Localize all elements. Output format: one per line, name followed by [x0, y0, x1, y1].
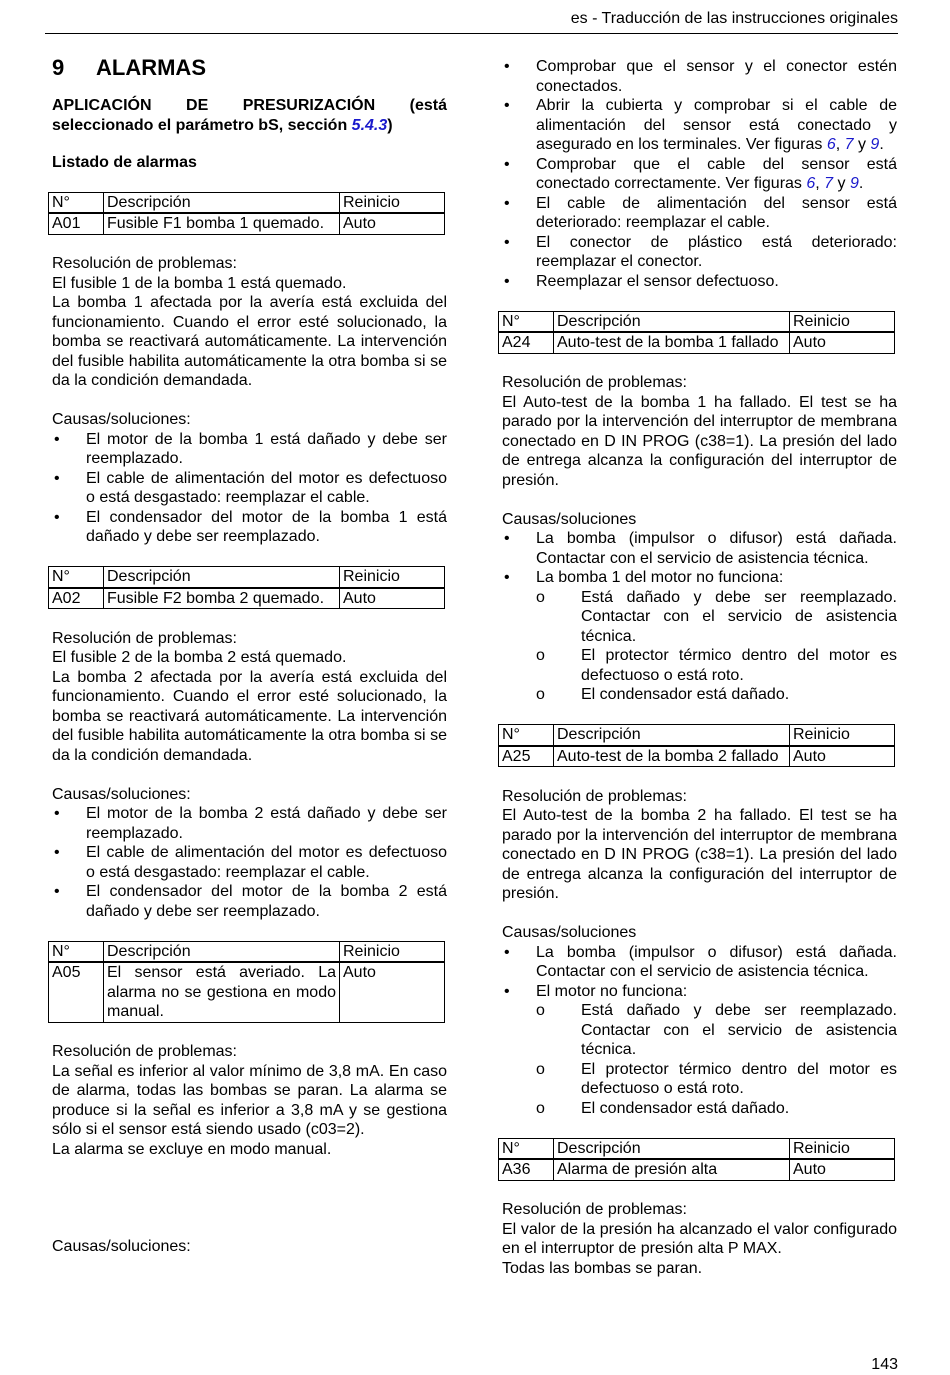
alarm-code: A01 [49, 213, 104, 234]
resolution-text: La señal es inferior al valor mínimo de 3,8 mA. En caso de alarma, todas las bombas se paran. La alarma se produce si la señal es inferior a 3,8 mA y se gestiona sólo si el sensor está siendo usado (c03=2). [52, 1062, 447, 1138]
resolution-text: El Auto-test de la bomba 2 ha fallado. El test se ha parado por la intervención del interruptor de membrana conectado en D IN PROG (c38=1). La presión del lado de entrega alcanza la configuración del interruptor de presión. [502, 807, 897, 902]
causes-label: Causas/soluciones: [52, 785, 191, 803]
col-header-desc: Descripción [554, 311, 790, 332]
header-rule [45, 33, 898, 34]
list-item: • La bomba (impulsor o difusor) está dañada. Contactar con el servicio de asistencia técnica. [504, 530, 897, 567]
alarm-reset: Auto [340, 213, 445, 234]
section-title: ALARMAS [96, 55, 206, 80]
col-header-reset: Reinicio [790, 1138, 895, 1159]
col-header-num: N° [49, 192, 104, 213]
alarm-reset: Auto [790, 1159, 895, 1180]
sub-causes-list [502, 1001, 897, 1118]
resolution-text: La alarma se excluye en modo manual. [52, 1140, 332, 1158]
list-item: o El protector térmico dentro del motor es defectuoso o está roto. [536, 1060, 897, 1097]
alarm-reset: Auto [340, 588, 445, 609]
section-number: 9 [52, 55, 65, 80]
alarm-reset: Auto [340, 962, 445, 1022]
list-item: • Comprobar que el cable del sensor está conectado correctamente. Ver figuras 6, 7 y 9. [504, 155, 897, 192]
list-item: o El condensador está dañado. [536, 1099, 790, 1117]
col-header-num: N° [499, 311, 554, 332]
list-item: • El condensador del motor de la bomba 1 está dañado y debe ser reemplazado. [54, 508, 447, 545]
subtitle-close: ) [387, 116, 393, 134]
list-item: • El conector de plástico está deteriorado: reemplazar el conector. [504, 233, 897, 270]
alarm-table-a25 [498, 724, 895, 767]
list-item: • El cable de alimentación del motor es defectuoso o está desgastado: reemplazar el cable. [54, 844, 447, 881]
list-item: o El protector térmico dentro del motor es defectuoso o está roto. [536, 647, 897, 684]
figure-link[interactable]: 7 [844, 136, 854, 153]
section-link[interactable]: 5.4.3 [351, 116, 388, 134]
causes-list [502, 529, 897, 588]
alarm-desc: Alarma de presión alta [554, 1159, 790, 1180]
alarm-code: A24 [499, 332, 554, 353]
causes-label: Causas/soluciones [502, 924, 637, 941]
right-column [502, 57, 897, 1278]
alarm-desc: Fusible F2 bomba 2 quemado. [104, 588, 340, 609]
col-header-desc: Descripción [104, 192, 340, 213]
resolution-text: El fusible 1 de la bomba 1 está quemado. [52, 274, 347, 292]
resolution-text: El fusible 2 de la bomba 2 está quemado. [52, 649, 347, 666]
application-subtitle [52, 96, 447, 135]
alarm-desc: Auto-test de la bomba 1 fallado [554, 332, 790, 353]
alarm-code: A02 [49, 588, 104, 609]
col-header-reset: Reinicio [340, 192, 445, 213]
resolution-label: Resolución de problemas: [52, 629, 237, 647]
resolution-text: La bomba 1 afectada por la avería está excluida del funcionamiento. Cuando el error esté solucionado, la bomba se reactivará automáticamente. La intervención del fusible habilita automáticamente la otra bomba si se da la condición demandada. [52, 294, 447, 389]
left-column [52, 56, 447, 1257]
col-header-desc: Descripción [104, 941, 340, 962]
col-header-num: N° [49, 941, 104, 962]
figure-link[interactable]: 9 [870, 136, 880, 153]
list-item: o Está dañado y debe ser reemplazado. Contactar con el servicio de asistencia técnica. [536, 588, 897, 645]
alarm-table-a24 [498, 311, 895, 354]
alarm-table-a02 [48, 566, 445, 609]
causes-list-a05 [502, 57, 897, 291]
list-item: • El motor de la bomba 2 está dañado y debe ser reemplazado. [54, 805, 447, 842]
subtitle-text: APLICACIÓN DE PRESURIZACIÓN (está seleccionado el parámetro bS, sección [52, 97, 447, 134]
resolution-label: Resolución de problemas: [502, 787, 687, 805]
figure-link[interactable]: 6 [806, 175, 816, 192]
alarm-reset: Auto [790, 332, 895, 353]
figure-link[interactable]: 6 [826, 136, 836, 153]
alarm-code: A25 [499, 746, 554, 767]
alarm-reset: Auto [790, 746, 895, 767]
col-header-desc: Descripción [104, 567, 340, 588]
list-item: • El cable de alimentación del motor es defectuoso o está desgastado: reemplazar el cable. [54, 469, 447, 506]
list-item: o El condensador está dañado. [536, 686, 790, 703]
col-header-reset: Reinicio [340, 941, 445, 962]
alarm-table-a01 [48, 192, 445, 235]
causes-list [502, 943, 897, 1002]
list-item: • Comprobar que el sensor y el conector estén conectados. [504, 58, 897, 95]
causes-label: Causas/soluciones: [52, 411, 191, 428]
alarm-table-a05 [48, 941, 445, 1023]
col-header-num: N° [499, 725, 554, 746]
figure-link[interactable]: 9 [849, 175, 859, 192]
resolution-label: Resolución de problemas: [502, 374, 687, 391]
list-item: • Reemplazar el sensor defectuoso. [504, 272, 779, 290]
page-number: 143 [871, 1356, 898, 1373]
causes-list [52, 804, 447, 921]
list-item: • Abrir la cubierta y comprobar si el cable de alimentación del sensor está conectado y asegurado en los terminales. Ver figuras 6, 7 y 9. [504, 97, 897, 153]
sub-causes-list [502, 588, 897, 705]
alarm-desc: Fusible F1 bomba 1 quemado. [104, 213, 340, 234]
alarm-code: A36 [499, 1159, 554, 1180]
resolution-label: Resolución de problemas: [52, 255, 237, 272]
resolution-text: El valor de la presión ha alcanzado el valor configurado en el interruptor de presión alta P MAX. [502, 1220, 897, 1257]
causes-label: Causas/soluciones [502, 510, 637, 528]
list-item: • El motor no funciona: [504, 982, 688, 1000]
resolution-label: Resolución de problemas: [502, 1201, 687, 1218]
list-item: • El motor de la bomba 1 está dañado y debe ser reemplazado. [54, 430, 447, 467]
list-item: • El condensador del motor de la bomba 2 está dañado y debe ser reemplazado. [54, 883, 447, 920]
col-header-desc: Descripción [554, 1138, 790, 1159]
resolution-label: Resolución de problemas: [52, 1043, 237, 1060]
col-header-reset: Reinicio [340, 567, 445, 588]
resolution-text: Todas las bombas se paran. [502, 1259, 703, 1277]
col-header-reset: Reinicio [790, 311, 895, 332]
list-item: o Está dañado y debe ser reemplazado. Contactar con el servicio de asistencia técnica. [536, 1002, 897, 1058]
section-heading [52, 56, 447, 80]
col-header-num: N° [499, 1138, 554, 1159]
col-header-desc: Descripción [554, 725, 790, 746]
causes-label: Causas/soluciones: [52, 1238, 191, 1255]
list-item: • La bomba (impulsor o difusor) está dañada. Contactar con el servicio de asistencia técnica. [504, 943, 897, 980]
resolution-text: El Auto-test de la bomba 1 ha fallado. El test se ha parado por la intervención del interruptor de membrana conectado en D IN PROG (c38=1). La presión del lado de entrega alcanza la configuración del interruptor de presión. [502, 393, 897, 489]
list-item: • La bomba 1 del motor no funciona: [504, 569, 784, 586]
figure-link[interactable]: 7 [824, 175, 834, 192]
alarm-table-a36 [498, 1138, 895, 1181]
alarm-code: A05 [49, 962, 104, 1022]
list-item: • El cable de alimentación del sensor está deteriorado: reemplazar el cable. [504, 194, 897, 231]
causes-list [52, 430, 447, 547]
page-header: es - Traducción de las instrucciones originales [570, 10, 898, 27]
alarm-list-title: Listado de alarmas [52, 154, 197, 171]
col-header-num: N° [49, 567, 104, 588]
col-header-reset: Reinicio [790, 725, 895, 746]
alarm-desc: Auto-test de la bomba 2 fallado [554, 746, 790, 767]
alarm-desc: El sensor está averiado. La alarma no se gestiona en modo manual. [104, 962, 340, 1022]
resolution-text: La bomba 2 afectada por la avería está excluida del funcionamiento. Cuando el error esté solucionado, la bomba se reactivará automáticamente. La intervención del fusible habilita automáticamente la otra bomba si se da la condición demandada. [52, 668, 447, 764]
